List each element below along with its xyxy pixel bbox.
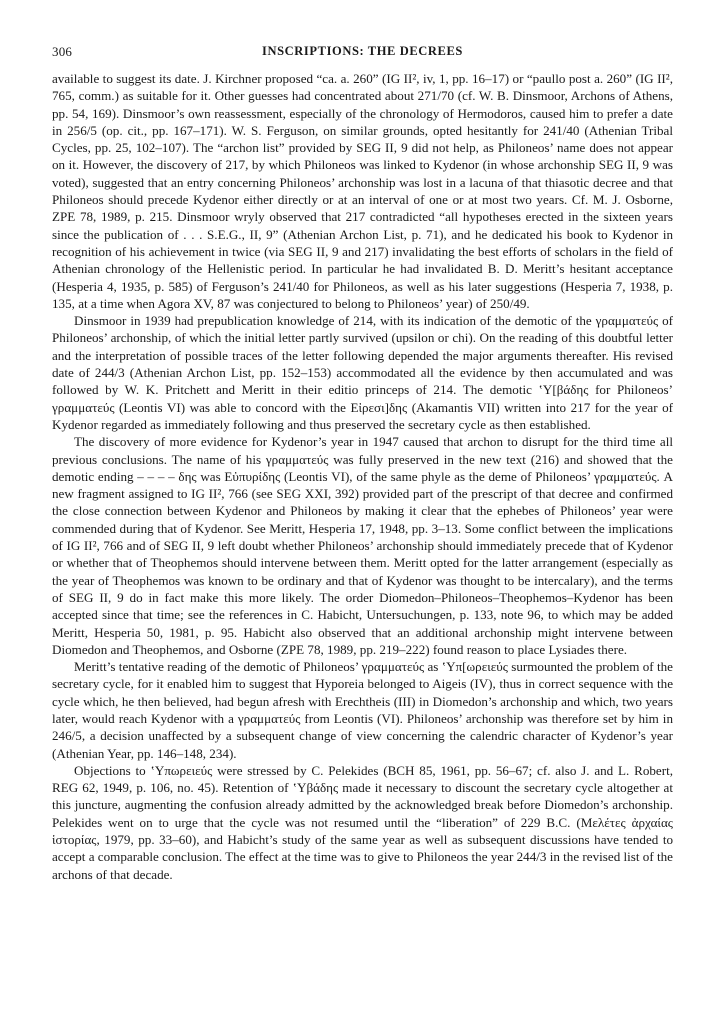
paragraph-5: Objections to ʽΥπωρειεύς were stressed by C. Pelekides (BCH 85, 1961, pp. 56–67; cf. also J. and L. Robert, REG 62, 1949, p. 106, no. 45). Retention of ʽΥβάδης made it necessary to discount the secretary cycle altogether at this juncture, augmenting the confusion already admitted by the acknowledged break before Diomedon’s archonship. Pelekides went on to urge that the cycle was not resumed until the “liberation” of 229 B.C. (Μελέτες ἀρχαίας ἱστορίας, 1979, pp. 33–60), and Habicht’s study of the same year as well as subsequent discussions have tended to accept a comparable conclusion. The effect at the time was to give to Philoneos the year 244/3 in the revised list of the archons of that decade. [52, 762, 673, 882]
paragraph-3: The discovery of more evidence for Kydenor’s year in 1947 caused that archon to disrupt for the third time all previous conclusions. The name of his γραμματεύς was fully preserved in the new text (216) and showed that the demotic ending – – – – δης was Εὐπυρίδης (Leontis VI), of the same phyle as the deme of Philoneos’ γραμματεύς. A new fragment assigned to IG II², 766 (see SEG XXI, 392) provided part of the prescript of that decree and confirmed the close connection between Kydenor and Philoneos by making it clear that the ephebes of Philoneos’ year were commended during that of Kydenor. See Meritt, Hesperia 17, 1948, pp. 3–13. Some conflict between the implications of IG II², 766 and of SEG II, 9 left doubt whether Philoneos’ archonship should immediately precede that of Kydenor or whether that of Theophemos should intervene between them. Meritt opted for the latter arrangement (especially as the year of Theophemos was known to be ordinary and that of Kydenor was thought to be intercalary), and the terms of SEG II, 9 do in fact make this more likely. The order Diomedon–Philoneos–Theophemos–Kydenor has been accepted since that time; see the references in C. Habicht, Untersuchungen, p. 133, note 96, to which may be added Meritt, Hesperia 50, 1981, p. 95. Habicht also observed that an additional archonship might intervene between Diomedon and Theophemos, and Osborne (ZPE 78, 1989, pp. 219–222) found reason to place Lysiades there. [52, 434, 673, 657]
running-title: INSCRIPTIONS: THE DECREES [262, 44, 463, 58]
body-text [52, 70, 673, 883]
paragraph-1: available to suggest its date. J. Kirchner proposed “ca. a. 260” (IG II², iv, 1, pp. 16–17) or “paullo post a. 260” (IG II², 765, comm.) as suitable for it. Other guesses had concentrated about 271/70 (cf. W. B. Dinsmoor, Archons of Athens, pp. 54, 169). Dinsmoor’s own reassessment, especially of the chronology of Hermodoros, caused him to prefer a date in 256/5 (op. cit., pp. 167–171). W. S. Ferguson, on similar grounds, opted hesitantly for 241/40 (Athenian Tribal Cycles, pp. 25, 102–107). The “archon list” provided by SEG II, 9 did not help, as Philoneos’ name does not appear on it. However, the discovery of 217, by which Philoneos was linked to Kydenor (in whose archonship SEG II, 9 was voted), suggested that an entry concerning Philoneos’ archonship was lost in a lacuna of that thiasotic decree and that Philoneos should precede Kydenor either directly or at an interval of one or at most two years. Cf. M. J. Osborne, ZPE 78, 1989, p. 215. Dinsmoor wryly observed that 217 contradicted “all hypotheses erected in the sixteen years since the publication of . . . S.E.G., II, 9” (Athenian Archon List, p. 71), and he dedicated his book to Kydenor in recognition of his achievement in twice (via SEG II, 9 and 217) invalidating the best efforts of scholars in the field of Athenian chronology of the Hellenistic period. In particular he had invalidated B. D. Meritt’s hesitant acceptance (Hesperia 4, 1935, p. 585) of Ferguson’s 241/40 for Philoneos, as well as his later suggestions (Hesperia 7, 1938, p. 135, at a time when Agora XV, 87 was conjectured to belong to Philoneos’ year) of 250/49. [52, 71, 673, 311]
page-number: 306 [52, 44, 73, 59]
running-header [52, 44, 673, 64]
paragraph-2: Dinsmoor in 1939 had prepublication knowledge of 214, with its indication of the demotic of the γραμματεύς of Philoneos’ archonship, of which the initial letter partly survived (upsilon or chi). On the reading of this doubtful letter and the interpretation of possible traces of the letter following depended the major arguments thereafter. His revised date of 244/3 (Athenian Archon List, pp. 152–153) accommodated all the evidence by then accumulated and was followed by W. K. Pritchett and Meritt in their editio princeps of 214. The demotic ʽΥ[βάδης for Philoneos’ γραμματεύς (Leontis VI) was able to concord with the Εἰρεσι]δης (Akamantis VII) written into 217 for the year of Kydenor regarded as immediately following and thus preserved the secretary cycle as then established. [52, 313, 673, 432]
paragraph-4: Meritt’s tentative reading of the demotic of Philoneos’ γραμματεύς as ʽΥπ[ωρειεύς surmounted the problem of the secretary cycle, for it enabled him to suggest that Hyporeia belonged to Aigeis (IV), thus in correct sequence with the cycle which, he then believed, had begun afresh with Erechtheis (III) in Diomedon’s archonship and which, two years later, would reach Kydenor with a γραμματεύς from Leontis (VI). Philoneos’ archonship was therefore set by him in 246/5, a decision unaffected by a subsequent change of view concerning the calendric character of Kydenor’s year (Athenian Year, pp. 146–148, 234). [52, 659, 673, 761]
